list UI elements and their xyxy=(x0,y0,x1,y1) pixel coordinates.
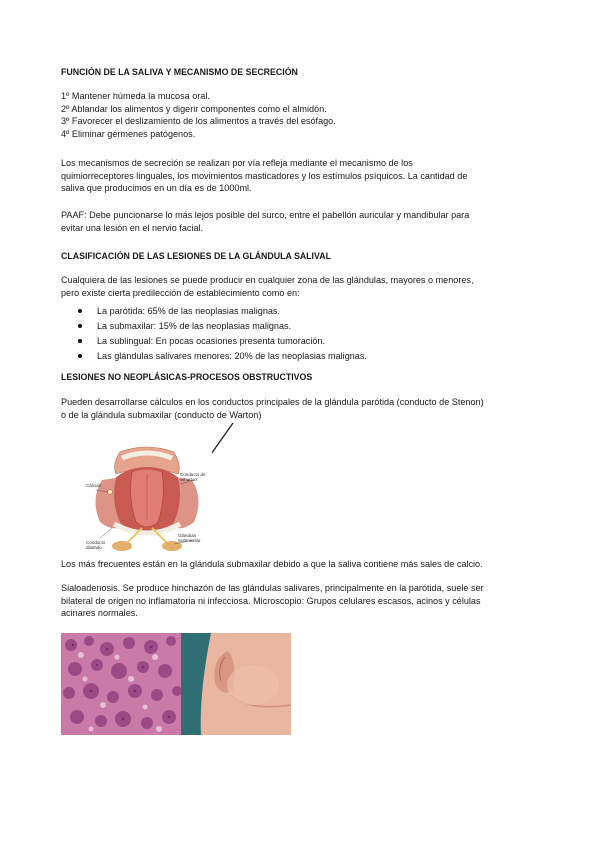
paragraph-line: pero existe cierta predilección de establecimiento como en: xyxy=(61,287,300,298)
mechanism-paragraph xyxy=(61,157,531,195)
paragraph-line: bilateral de origen no inflamatoria ni infecciosa. Microscopio: Grupos celulares escasos, acinos y células xyxy=(61,595,481,606)
list-item: La sublingual: En pocas ocasiones presenta tumoración. xyxy=(61,335,531,350)
paragraph-line: evitar una lesión en el nervio facial. xyxy=(61,222,204,233)
paragraph-line: acinares normales. xyxy=(61,608,138,619)
heading-saliva-function: FUNCIÓN DE LA SALIVA Y MECANISMO DE SECRECIÓN xyxy=(61,67,298,77)
function-item: 2º Ablandar los alimentos y digerir componentes como el almidón. xyxy=(61,103,327,114)
bullet-icon xyxy=(78,339,82,343)
list-item: La parótida: 65% de las neoplasias malignas. xyxy=(61,305,531,320)
classification-paragraph xyxy=(61,274,531,299)
paragraph-line: o de la glándula submaxilar (conducto de Warton) xyxy=(61,409,262,420)
paragraph-line: saliva que producimos en un día es de 1000ml. xyxy=(61,183,252,194)
gland-bullet-list xyxy=(61,305,531,365)
heading-obstructive: LESIONES NO NEOPLÁSICAS-PROCESOS OBSTRUCTIVOS xyxy=(61,372,313,382)
figure-label-glandula-submaxilar: Glándula Submaxilar xyxy=(178,533,201,543)
sialoadenosis-paragraph xyxy=(61,582,531,620)
frequent-calculi-text: Los más frecuentes están en la glándula submaxilar debido a que la saliva contiene más sales de calcio. xyxy=(61,559,483,569)
bullet-icon xyxy=(78,324,82,328)
paaf-paragraph xyxy=(61,209,531,234)
figure-label-calculo: Cálculo xyxy=(86,483,102,488)
paragraph-line: Pueden desarrollarse cálculos en los conductos principales de la glándula parótida (conducto de Stenon) xyxy=(61,397,484,407)
paragraph-line: Cualquiera de las lesiones se puede producir en cualquier zona de las glándulas, mayores o menores, xyxy=(61,275,474,285)
heading-classification: CLASIFICACIÓN DE LAS LESIONES DE LA GLÁNDULA SALIVAL xyxy=(61,251,331,261)
function-item: 3º Favorecer el deslizamiento de los alimentos a través del esófago. xyxy=(61,116,336,127)
list-item: La submaxilar: 15% de las neoplasias malignas. xyxy=(61,320,531,335)
function-item: 4º Eliminar gérmenes patógenos. xyxy=(61,128,196,139)
calculi-paragraph xyxy=(61,396,531,421)
list-item: Las glándulas salivares menores: 20% de las neoplasias malignas. xyxy=(61,350,531,365)
bullet-icon xyxy=(78,309,82,313)
paragraph-line: Los mecanismos de secreción se realizan por vía refleja mediante el mecanismo de los xyxy=(61,158,413,168)
clinical-photo xyxy=(181,633,291,735)
bullet-icon xyxy=(78,354,82,358)
paragraph-line: PAAF: Debe puncionarse lo más lejos posible del surco, entre el pabellón auricular y mandibular para xyxy=(61,210,470,220)
paragraph-line: quimiorreceptores linguales, los movimientos masticadores y los estímulos psíquicos. La cantidad de xyxy=(61,170,468,181)
figure-label-conducto-dilatado: Conducto dilatado xyxy=(86,540,106,550)
functions-list xyxy=(61,90,531,140)
function-item: 1º Mantener húmeda la mucosa oral. xyxy=(61,91,210,101)
figure-label-conducto-wharton: Conducto de Wharton xyxy=(180,472,206,482)
paragraph-line: Sialoadenosis. Se produce hinchazón de las glándulas salivares, principalmente en la parótida, suele ser xyxy=(61,583,484,593)
histology-image xyxy=(61,633,181,735)
